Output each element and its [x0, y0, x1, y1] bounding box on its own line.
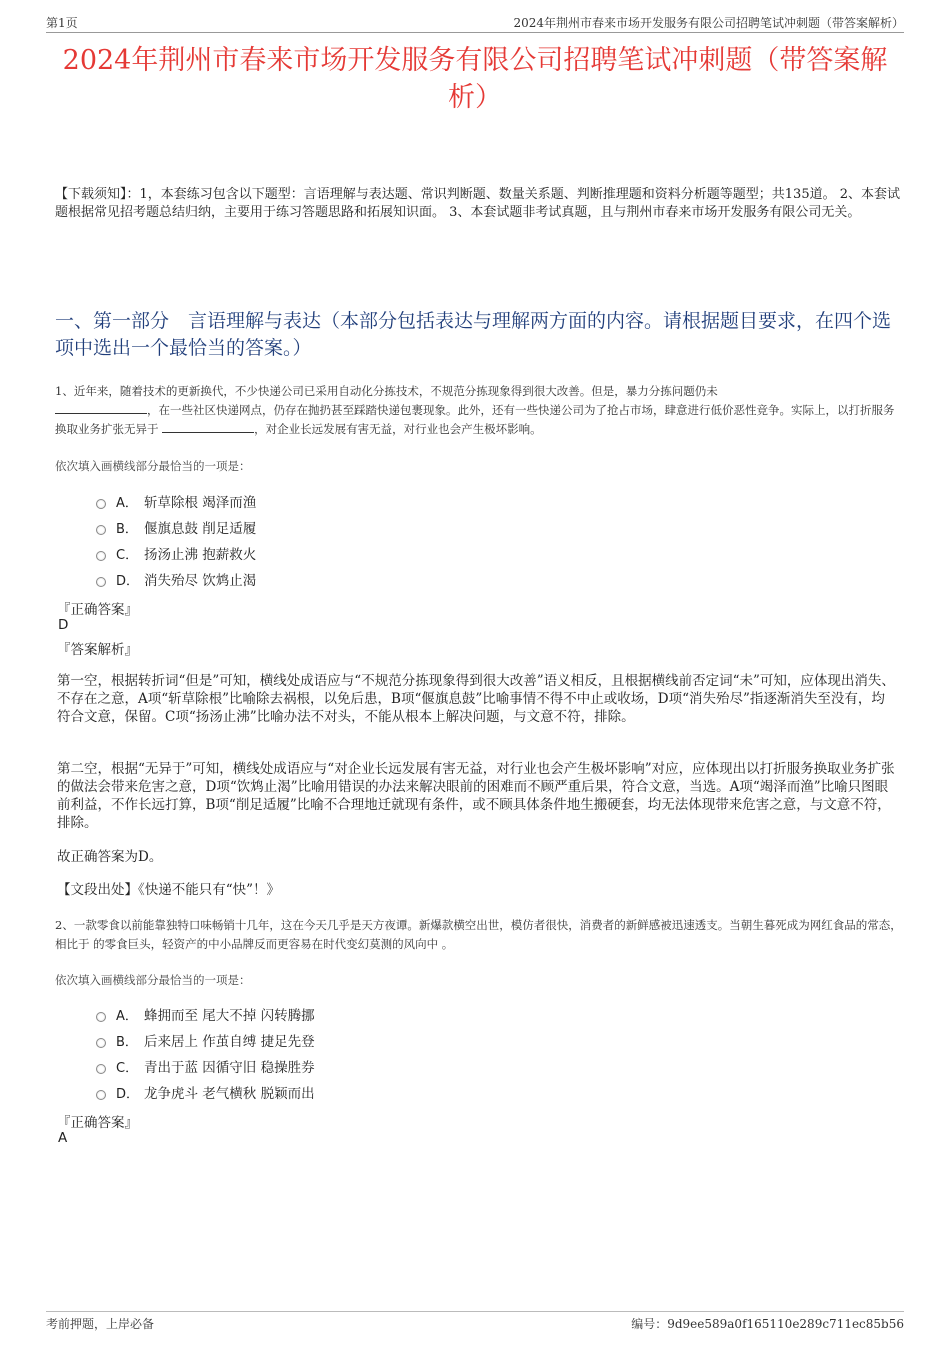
- blank-2: [162, 420, 254, 433]
- option-b[interactable]: B． 后来居上 作茧自缚 捷足先登: [96, 1027, 315, 1053]
- option-c[interactable]: C． 青出于蓝 因循守旧 稳操胜券: [96, 1053, 315, 1079]
- analysis-label: 『答案解析』: [57, 642, 138, 658]
- analysis-paragraph-2: 第二空，根据“无异于”可知，横线处成语应与“对企业长远发展有害无益，对行业也会产生极坏影响”对应，应体现出以打折服务换取业务扩张的做法会带来危害之意，D项“饮鸩止渴”比喻用错误的办法来解决眼前的困难而不顾严重后果，符合文意，当选。A项“竭泽而渔”比喻只图眼前利益，不作长远打算，B项“削足适履”比喻不合理地迁就现有条件，或不顾具体条件地生搬硬套，均无法体现带来危害之意，与文意不符，排除。: [57, 761, 895, 831]
- question-2-prompt: 依次填入画横线部分最恰当的一项是：: [55, 973, 251, 987]
- radio-button[interactable]: [96, 551, 106, 561]
- text-source: 【文段出处】《快递不能只有“快”！》: [57, 882, 281, 898]
- radio-button[interactable]: [96, 1090, 106, 1100]
- question-1-prompt: 依次填入画横线部分最恰当的一项是：: [55, 459, 251, 473]
- analysis-paragraph-1: 第一空，根据转折词“但是”可知，横线处成语应与“不规范分拣现象得到很大改善”语义相反，且根据横线前否定词“未”可知，应体现出消失、不存在之意，A项“斩草除根”比喻除去祸根，以免后患，B项“偃旗息鼓”比喻事情不得不中止或收场，D项“消失殆尽”指逐渐消失至没有，均符合文意，保留。C项“扬汤止沸”比喻办法不对头，不能从根本上解决问题，与文意不符，排除。: [57, 673, 895, 725]
- page-number: 第1页: [46, 16, 78, 30]
- option-b[interactable]: B． 偃旗息鼓 削足适履: [96, 514, 256, 540]
- document-title: 2024年荆州市春来市场开发服务有限公司招聘笔试冲刺题（带答案解析）: [62, 45, 888, 113]
- question-1-options: [96, 488, 256, 592]
- page-footer: [46, 1311, 904, 1331]
- analysis-conclusion: 故正确答案为D。: [57, 849, 163, 865]
- question-2-options: [96, 1001, 315, 1105]
- option-d[interactable]: D． 消失殆尽 饮鸩止渴: [96, 566, 256, 592]
- radio-button[interactable]: [96, 1064, 106, 1074]
- option-a[interactable]: A． 蜂拥而至 尾大不掉 闪转腾挪: [96, 1001, 315, 1027]
- radio-button[interactable]: [96, 1038, 106, 1048]
- radio-button[interactable]: [96, 499, 106, 509]
- radio-button[interactable]: [96, 525, 106, 535]
- header-doc-title: 2024年荆州市春来市场开发服务有限公司招聘笔试冲刺题（带答案解析）: [513, 16, 904, 30]
- option-c[interactable]: C． 扬汤止沸 抱薪救火: [96, 540, 256, 566]
- page-header: [46, 12, 904, 33]
- download-notice: 【下载须知】：1，本套练习包含以下题型：言语理解与表达题、常识判断题、数量关系题、判断推理题和资料分析题等题型；共135道。 2、本套试题根据常见招考题总结归纳，主要用于练习答题思路和拓展知识面。 3、本套试题非考试真题，且与荆州市春来市场开发服务有限公司无关。: [55, 187, 900, 220]
- blank-1: [55, 401, 147, 414]
- radio-button[interactable]: [96, 577, 106, 587]
- question-1-text: 1、近年来，随着技术的更新换代，不少快递公司已采用自动化分拣技术，不规范分拣现象得到很大改善。但是，暴力分拣问题仍未 ，在一些社区快递网点，仍存在抛扔甚至踩踏快递包裹现象。此外，还有一些快递公司为了抢占市场，肆意进行低价恶性竞争。实际上，以打折服务换取业务扩张无异于 ，对企业长远发展有害无益，对行业也会产生极坏影响。: [55, 384, 895, 436]
- footer-slogan: 考前押题，上岸必备: [46, 1317, 155, 1331]
- question-2-text: 2、一款零食以前能靠独特口味畅销十几年，这在今天几乎是天方夜谭。新爆款横空出世，模仿者很快，消费者的新鲜感被迅速透支。当朝生暮死成为网红食品的常态，相比于 的零食巨头，轻资产的中小品牌反而更容易在时代变幻莫测的风向中 。: [55, 918, 902, 951]
- option-a[interactable]: A． 斩草除根 竭泽而渔: [96, 488, 256, 514]
- option-d[interactable]: D． 龙争虎斗 老气横秋 脱颖而出: [96, 1079, 315, 1105]
- document-id: 编号：9d9ee589a0f165110e289c711ec85b56: [631, 1317, 904, 1331]
- answer-label: 『正确答案』: [57, 602, 138, 618]
- answer-label: 『正确答案』: [57, 1115, 138, 1131]
- section-heading: 一、第一部分 言语理解与表达（本部分包括表达与理解两方面的内容。请根据题目要求，在四个选项中选出一个最恰当的答案。）: [55, 310, 892, 359]
- answer-value: A: [58, 1130, 68, 1146]
- radio-button[interactable]: [96, 1012, 106, 1022]
- answer-value: D: [58, 617, 69, 633]
